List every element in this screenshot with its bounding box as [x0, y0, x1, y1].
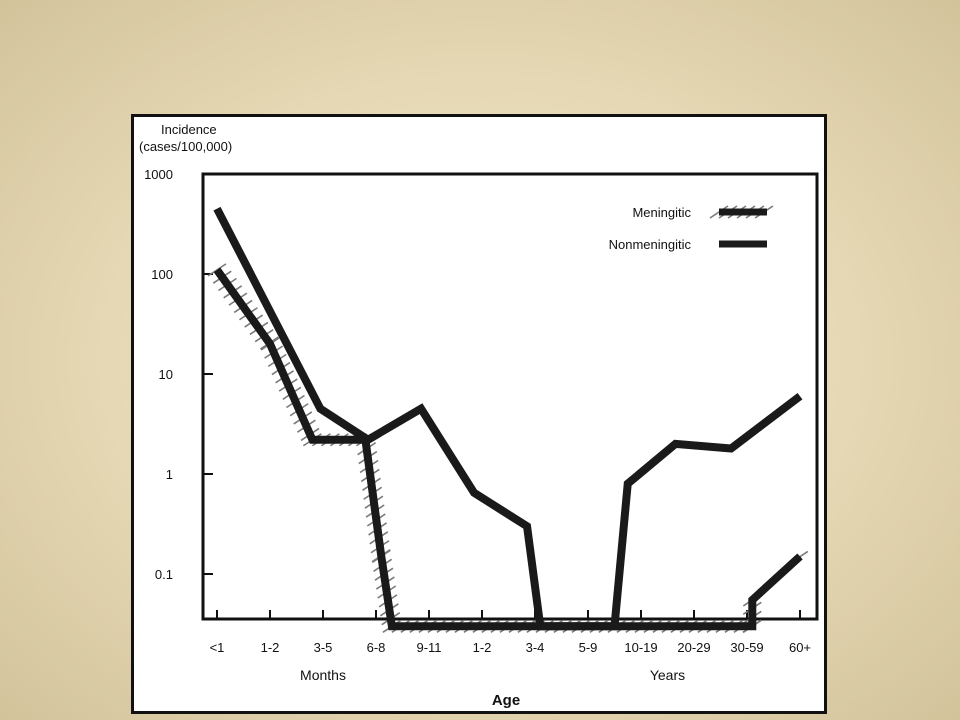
x-tick-label: 6-8 [366, 640, 386, 655]
x-axis-label: Age [491, 692, 521, 709]
legend-label-nonmeningitic: Nonmeningitic [608, 237, 691, 252]
x-tick-label: <1 [209, 640, 225, 655]
x-tick-label: 1-2 [472, 640, 492, 655]
x-axis-group-labels [300, 667, 685, 683]
y-axis-label-line2: (cases/100,000) [139, 139, 233, 154]
y-tick-label: 10 [158, 367, 173, 382]
y-tick-label: 1000 [144, 167, 173, 182]
y-tick-label: 1 [165, 467, 173, 482]
y-axis-label-line1: Incidence [161, 122, 217, 137]
x-tick-label: 3-5 [313, 640, 333, 655]
x-tick-label: 20-29 [677, 640, 711, 655]
x-group-label: Years [649, 667, 686, 683]
x-tick-label: 10-19 [624, 640, 658, 655]
x-tick-label: 30-59 [730, 640, 764, 655]
x-group-label: Months [300, 667, 346, 683]
x-tick-label: 3-4 [525, 640, 545, 655]
x-axis-ticks [210, 610, 811, 655]
x-tick-label: 9-11 [416, 640, 442, 655]
incidence-chart [131, 114, 827, 714]
legend-label-meningitic: Meningitic [632, 205, 691, 220]
y-tick-label: 0.1 [154, 567, 173, 582]
legend [609, 205, 773, 252]
series-layer [208, 209, 808, 633]
x-tick-label: 60+ [788, 640, 812, 655]
y-tick-label: 100 [151, 267, 173, 282]
x-tick-label: 1-2 [260, 640, 280, 655]
x-tick-label: 5-9 [578, 640, 598, 655]
